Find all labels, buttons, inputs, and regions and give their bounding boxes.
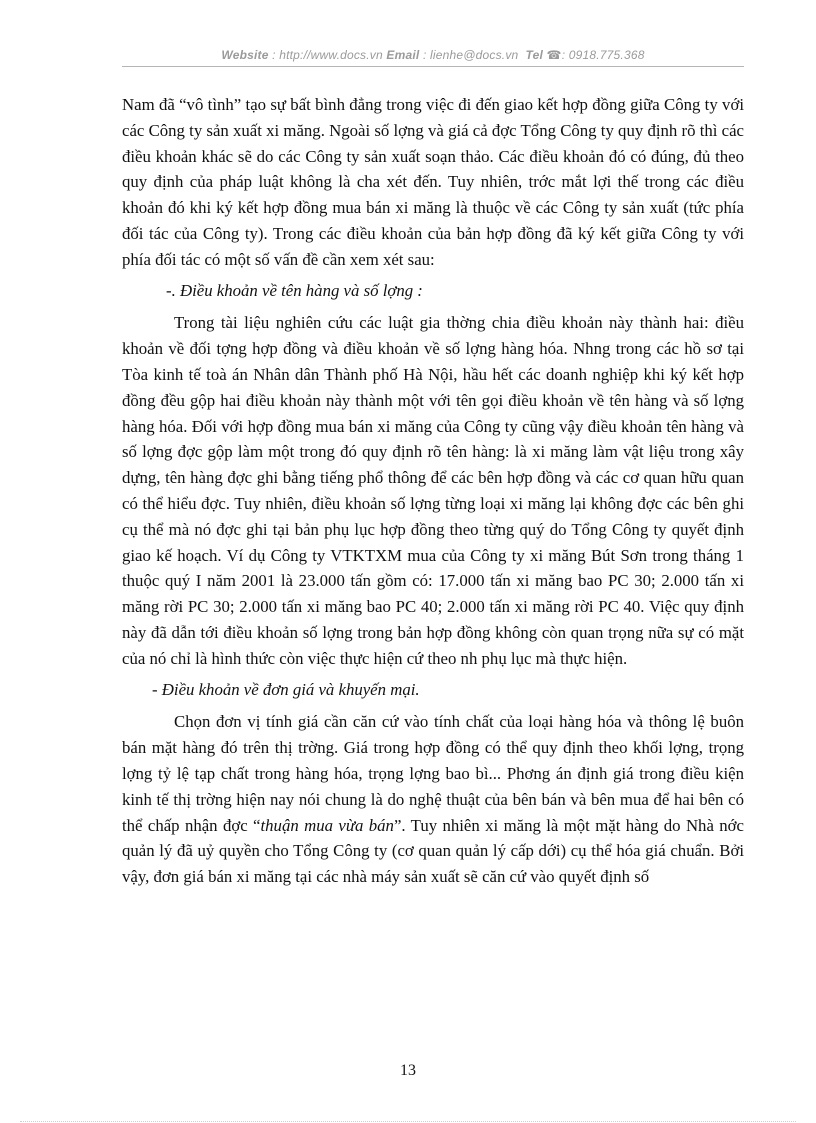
email-label: Email xyxy=(386,48,420,62)
price-text-part-1: Chọn đơn vị tính giá cần căn cứ vào tính chất của loại hàng hóa và thông lệ buôn bán mặt hàng đó trên thị trờng. Giá trong hợp đồng có thể quy định theo khối lợng, trọng lợng tỷ lệ tạp chất trong hàng hóa, trọng lợng bao bì... Phơng án định giá trong điều kiện kinh tế thị trờng hiện nay nói chung là do nghệ thuật của bên bán và bên mua để hai bên có thể chấp nhận đợc “ xyxy=(122,712,744,835)
website-url[interactable]: http://www.docs.vn xyxy=(279,48,383,62)
page-header xyxy=(122,48,744,62)
tel-number: : 0918.775.368 xyxy=(561,48,645,62)
paragraph-intro: Nam đã “vô tình” tạo sự bất bình đẳng trong việc đi đến giao kết hợp đồng giữa Công ty với các Công ty sản xuất xi măng. Ngoài số lợng và giá cả đợc Tổng Công ty quy định rõ thì các điều khoản khác sẽ do các Công ty sản xuất soạn thảo. Các điều khoản đó có đúng, đủ theo quy định của pháp luật không là cha xét đến. Tuy nhiên, trớc mắt lợi thế trong các điều khoản đó khi ký kết hợp đồng mua bán xi măng là thuộc về các Công ty sản xuất (tức phía đối tác của Công ty). Trong các điều khoản của bản hợp đồng đã ký kết giữa Công ty với phía đối tác có một số vấn đề cần xem xét sau: xyxy=(122,95,744,269)
page-number: 13 xyxy=(400,1062,416,1079)
paragraph-goods-quantity: Trong tài liệu nghiên cứu các luật gia thờng chia điều khoản này thành hai: điều khoản về đối tợng hợp đồng và điều khoản về số lợng hàng hóa. Nhng trong các hồ sơ tại Tòa kinh tế toà án Nhân dân Thành phố Hà Nội, hầu hết các doanh nghiệp khi ký kết hợp đồng đều gộp hai điều khoản này thành một với tên gọi điều khoản về tên hàng và số lợng hàng hóa. Đối với hợp đồng mua bán xi măng của Công ty cũng vậy điều khoản tên hàng và số lợng đợc gộp làm một trong đó quy định rõ tên hàng: là xi măng làm vật liệu trong xây dựng, tên hàng đợc ghi bằng tiếng phổ thông để các bên hợp đồng và các cơ quan hữu quan có thể hiểu đợc. Tuy nhiên, điều khoản số lợng từng loại xi măng lại không đợc các bên ghi cụ thể mà nó đợc ghi tại bản phụ lục hợp đồng theo từng quý do Tổng Công ty quyết định giao kế hoạch. Ví dụ Công ty VTKTXM mua của Công ty xi măng Bút Sơn trong tháng 1 thuộc quý I năm 2001 là 23.000 tấn gồm có: 17.000 tấn xi măng bao PC 30; 2.000 tấn xi măng rời PC 30; 2.000 tấn xi măng bao PC 40; 2.000 tấn xi măng rời PC 40. Việc quy định này đã dẫn tới điều khoản số lợng trong bản hợp đồng không còn quan trọng nữa sự có mặt của nó chỉ là hình thức còn việc thực hiện cứ theo nh phụ lục mà thực hiện. xyxy=(122,313,744,668)
section-heading-goods-quantity: -. Điều khoản về tên hàng và số lợng : xyxy=(166,280,423,300)
phone-icon: ☎ xyxy=(546,48,562,62)
document-body xyxy=(122,92,744,890)
email-separator: : xyxy=(419,48,431,62)
website-label: Website xyxy=(221,48,269,62)
section-heading-price-promotion: - Điều khoản về đơn giá và khuyến mại. xyxy=(152,679,420,699)
page-bottom-edge xyxy=(20,1121,796,1122)
email-address[interactable]: lienhe@docs.vn xyxy=(430,48,519,62)
price-text-part-2: ”. Tuy nhiên xi măng là một mặt hàng do Nhà nớc quản lý đã uỷ quyền cho Tổng Công ty (cơ quan quản lý cấp dới) cụ thể hóa giá chuẩn. Bởi vậy, đơn giá bán xi măng tại các nhà máy sản xuất sẽ căn cứ vào quyết định số xyxy=(122,815,744,887)
price-italic-phrase: thuận mua vừa bán xyxy=(260,815,394,835)
header-divider xyxy=(122,66,744,67)
tel-label: Tel xyxy=(525,48,543,62)
paragraph-price-promotion xyxy=(122,709,744,890)
website-separator: : xyxy=(268,48,280,62)
